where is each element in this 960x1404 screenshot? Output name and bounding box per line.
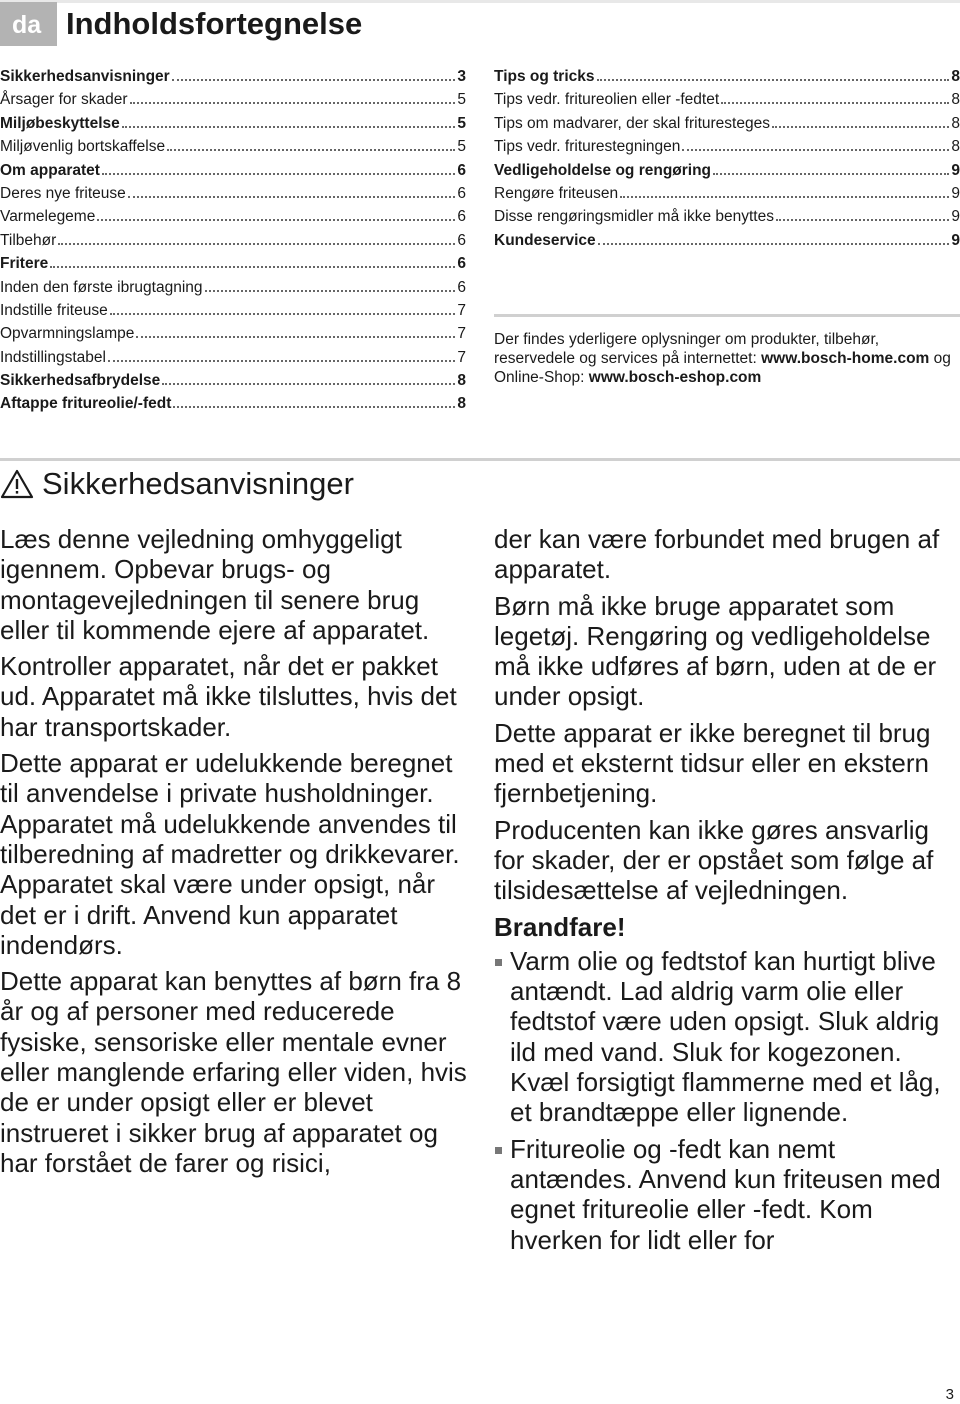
toc-entry[interactable] (0, 372, 466, 395)
toc-entry[interactable] (0, 185, 466, 208)
bullet-square-icon (494, 1134, 510, 1255)
toc-entry-label: Tips om madvarer, der skal frituresteges (494, 114, 770, 132)
toc-entry-page: 8 (951, 114, 960, 132)
toc-dot-leader (162, 383, 455, 385)
toc-dot-leader (598, 243, 950, 245)
toc-dot-leader (122, 126, 456, 128)
toc-entry-page: 9 (951, 208, 960, 226)
toc-dot-leader (130, 102, 456, 104)
section-divider (0, 458, 960, 461)
bullet-square-icon (494, 946, 510, 1128)
toc-entry[interactable] (0, 325, 466, 348)
language-badge: da (0, 2, 57, 46)
info-text-2: og Online-Shop: (494, 350, 951, 386)
toc-dot-leader (721, 102, 949, 104)
toc-entry[interactable] (0, 208, 466, 231)
toc-entry-label: Om apparatet (0, 161, 100, 179)
bullet-text: Fritureolie og -fedt kan nemt antændes. Anvend kun friteusen med egnet fritureolie eller -fedt. Kom hverken for lidt eller for (510, 1133, 941, 1255)
toc-dot-leader (597, 79, 950, 81)
toc-entry-page: 5 (457, 138, 466, 156)
toc-entry-page: 8 (457, 372, 466, 390)
toc-entry-label: Varmelegeme (0, 208, 96, 226)
toc-entry-label: Tips vedr. friturestegningen (494, 138, 681, 156)
toc-entry[interactable] (0, 162, 466, 185)
toc-dot-leader (205, 290, 456, 292)
section-title: Sikkerhedsanvisninger (42, 466, 354, 501)
page-number: 3 (945, 1386, 954, 1403)
toc-entry[interactable] (0, 115, 466, 138)
toc-entry-page: 5 (457, 114, 466, 132)
toc-entry[interactable] (0, 68, 466, 91)
paragraph: Dette apparat er udelukkende beregnet til anvendelse i private husholdninger. Apparatet må udelukkende anvendes til tilberedning af madretter og drikkevarer. Apparatet skal være under opsigt, når det er i drift. Anvend kun apparatet indendørs. (0, 748, 460, 960)
toc-entry[interactable] (0, 349, 466, 372)
toc-entry[interactable] (0, 395, 466, 418)
toc-entry[interactable] (494, 138, 960, 161)
toc-entry-page: 9 (951, 231, 960, 249)
toc-dot-leader (167, 149, 455, 151)
header (0, 0, 960, 50)
toc-dot-leader (172, 79, 456, 81)
toc-entry-page: 6 (457, 231, 466, 249)
toc-dot-leader (128, 196, 456, 198)
toc-entry-page: 7 (457, 301, 466, 319)
toc-entry-label: Indstille friteuse (0, 301, 108, 319)
toc-dot-leader (58, 243, 455, 245)
toc-entry-label: Tips og tricks (494, 68, 595, 85)
toc-entry-page: 6 (457, 255, 466, 273)
toc-entry-label: Aftappe fritureolie/-fedt (0, 395, 172, 413)
toc-entry[interactable] (0, 279, 466, 302)
toc-entry[interactable] (0, 302, 466, 325)
toc-entry-page: 3 (457, 68, 466, 85)
toc-entry-page: 7 (457, 325, 466, 343)
paragraph: Dette apparat er ikke beregnet til brug med et eksternt tidsur eller en ekstern fjernbetjening. (494, 717, 931, 809)
toc-entry[interactable] (0, 232, 466, 255)
toc-dot-leader (97, 219, 455, 221)
toc-entry-page: 9 (951, 184, 960, 202)
toc-entry-page: 5 (457, 91, 466, 109)
toc-entry-page: 6 (457, 208, 466, 226)
info-url-eshop[interactable]: www.bosch-eshop.com (588, 369, 762, 386)
toc-entry[interactable] (494, 208, 960, 231)
page-title: Indholdsfortegnelse (66, 6, 363, 41)
toc-entry[interactable] (494, 91, 960, 114)
toc-entry[interactable] (494, 232, 960, 255)
toc-entry[interactable] (494, 185, 960, 208)
paragraph: der kan være forbundet med brugen af apparatet. (494, 524, 940, 585)
bullet-item (494, 1134, 960, 1255)
toc-entry[interactable] (494, 68, 960, 91)
toc-dot-leader (173, 406, 455, 408)
toc-left-column (0, 68, 466, 419)
toc-entry-label: Rengøre friteusen (494, 184, 619, 202)
toc-entry-page: 8 (951, 68, 960, 85)
toc-entry-page: 7 (457, 348, 466, 366)
toc-entry-label: Tilbehør (0, 231, 57, 249)
info-text-1: Der findes yderligere oplysninger om produkter, tilbehør, reservedele og services på internettet: (494, 331, 880, 367)
bullet-item (494, 946, 960, 1128)
toc-entry-label: Miljøvenlig bortskaffelse (0, 138, 166, 156)
info-divider (494, 314, 960, 317)
toc-entry-page: 9 (951, 161, 960, 179)
toc-entry-label: Indstillingstabel (0, 348, 106, 366)
toc-dot-leader (682, 149, 949, 151)
toc-dot-leader (713, 173, 949, 175)
section-heading (0, 466, 354, 502)
toc-right-column (494, 68, 960, 255)
toc-dot-leader (772, 126, 949, 128)
toc-entry-label: Fritere (0, 255, 49, 273)
toc-dot-leader (136, 336, 455, 338)
toc-dot-leader (620, 196, 949, 198)
info-note (494, 330, 960, 387)
toc-entry[interactable] (494, 115, 960, 138)
body-right-column (494, 524, 960, 1261)
bullet-text: Varm olie og fedtstof kan hurtigt blive antændt. Lad aldrig varm olie eller fedtstof være uden opsigt. Sluk aldrig ild med vand. Sluk for kogezonen. Kvæl forsigtigt flammerne med et låg, et brandtæppe eller lignende. (510, 945, 941, 1128)
toc-dot-leader (108, 360, 455, 362)
toc-entry-label: Årsager for skader (0, 91, 128, 109)
toc-entry[interactable] (494, 162, 960, 185)
toc-entry-label: Sikkerhedsanvisninger (0, 68, 170, 85)
body-left-column (0, 524, 470, 1184)
toc-entry-page: 6 (457, 184, 466, 202)
toc-entry-page: 8 (951, 91, 960, 109)
fire-hazard-heading: Brandfare! (494, 911, 626, 942)
toc-entry[interactable] (0, 255, 466, 278)
toc-entry-label: Disse rengøringsmidler må ikke benyttes (494, 208, 774, 226)
toc-entry-label: Opvarmningslampe (0, 325, 135, 343)
toc-dot-leader (110, 313, 456, 315)
toc-entry-label: Deres nye friteuse (0, 184, 126, 202)
toc-entry-page: 6 (457, 278, 466, 296)
toc-entry-label: Tips vedr. fritureolien eller -fedtet (494, 91, 720, 109)
toc-entry-label: Kundeservice (494, 231, 596, 249)
toc-entry-label: Miljøbeskyttelse (0, 114, 120, 132)
paragraph: Producenten kan ikke gøres ansvarlig for skader, der er opstået som følge af tilsidesættelse af vejledningen. (494, 814, 934, 906)
paragraph: Dette apparat kan benyttes af børn fra 8 år og af personer med reducerede fysiske, sensoriske eller mentale evner eller manglende erfaring eller viden, hvis de er under opsigt eller er blevet instrueret i sikker brug af apparatet og har forstået de farer og risici, (0, 966, 467, 1178)
toc-dot-leader (102, 173, 455, 175)
toc-entry-label: Inden den første ibrugtagning (0, 278, 203, 296)
toc-entry-label: Sikkerhedsafbrydelse (0, 372, 161, 390)
toc-entry-page: 8 (457, 395, 466, 413)
toc-entry[interactable] (0, 91, 466, 114)
toc-dot-leader (776, 219, 949, 221)
toc-entry[interactable] (0, 138, 466, 161)
warning-triangle-icon (0, 468, 34, 500)
info-url-home[interactable]: www.bosch-home.com (761, 350, 930, 367)
toc-entry-label: Vedligeholdelse og rengøring (494, 161, 712, 179)
toc-dot-leader (50, 266, 455, 268)
paragraph: Børn må ikke bruge apparatet som legetøj. Rengøring og vedligeholdelse må ikke udføres af børn, uden at de er under opsigt. (494, 590, 937, 712)
paragraph: Læs denne vejledning omhyggeligt igennem. Opbevar brugs- og montagevejledningen til senere brug eller til kommende ejere af apparatet. (0, 524, 430, 645)
toc-entry-page: 8 (951, 138, 960, 156)
toc-entry-page: 6 (457, 161, 466, 179)
paragraph: Kontroller apparatet, når det er pakket ud. Apparatet må ikke tilsluttes, hvis det har transportskader. (0, 651, 457, 742)
